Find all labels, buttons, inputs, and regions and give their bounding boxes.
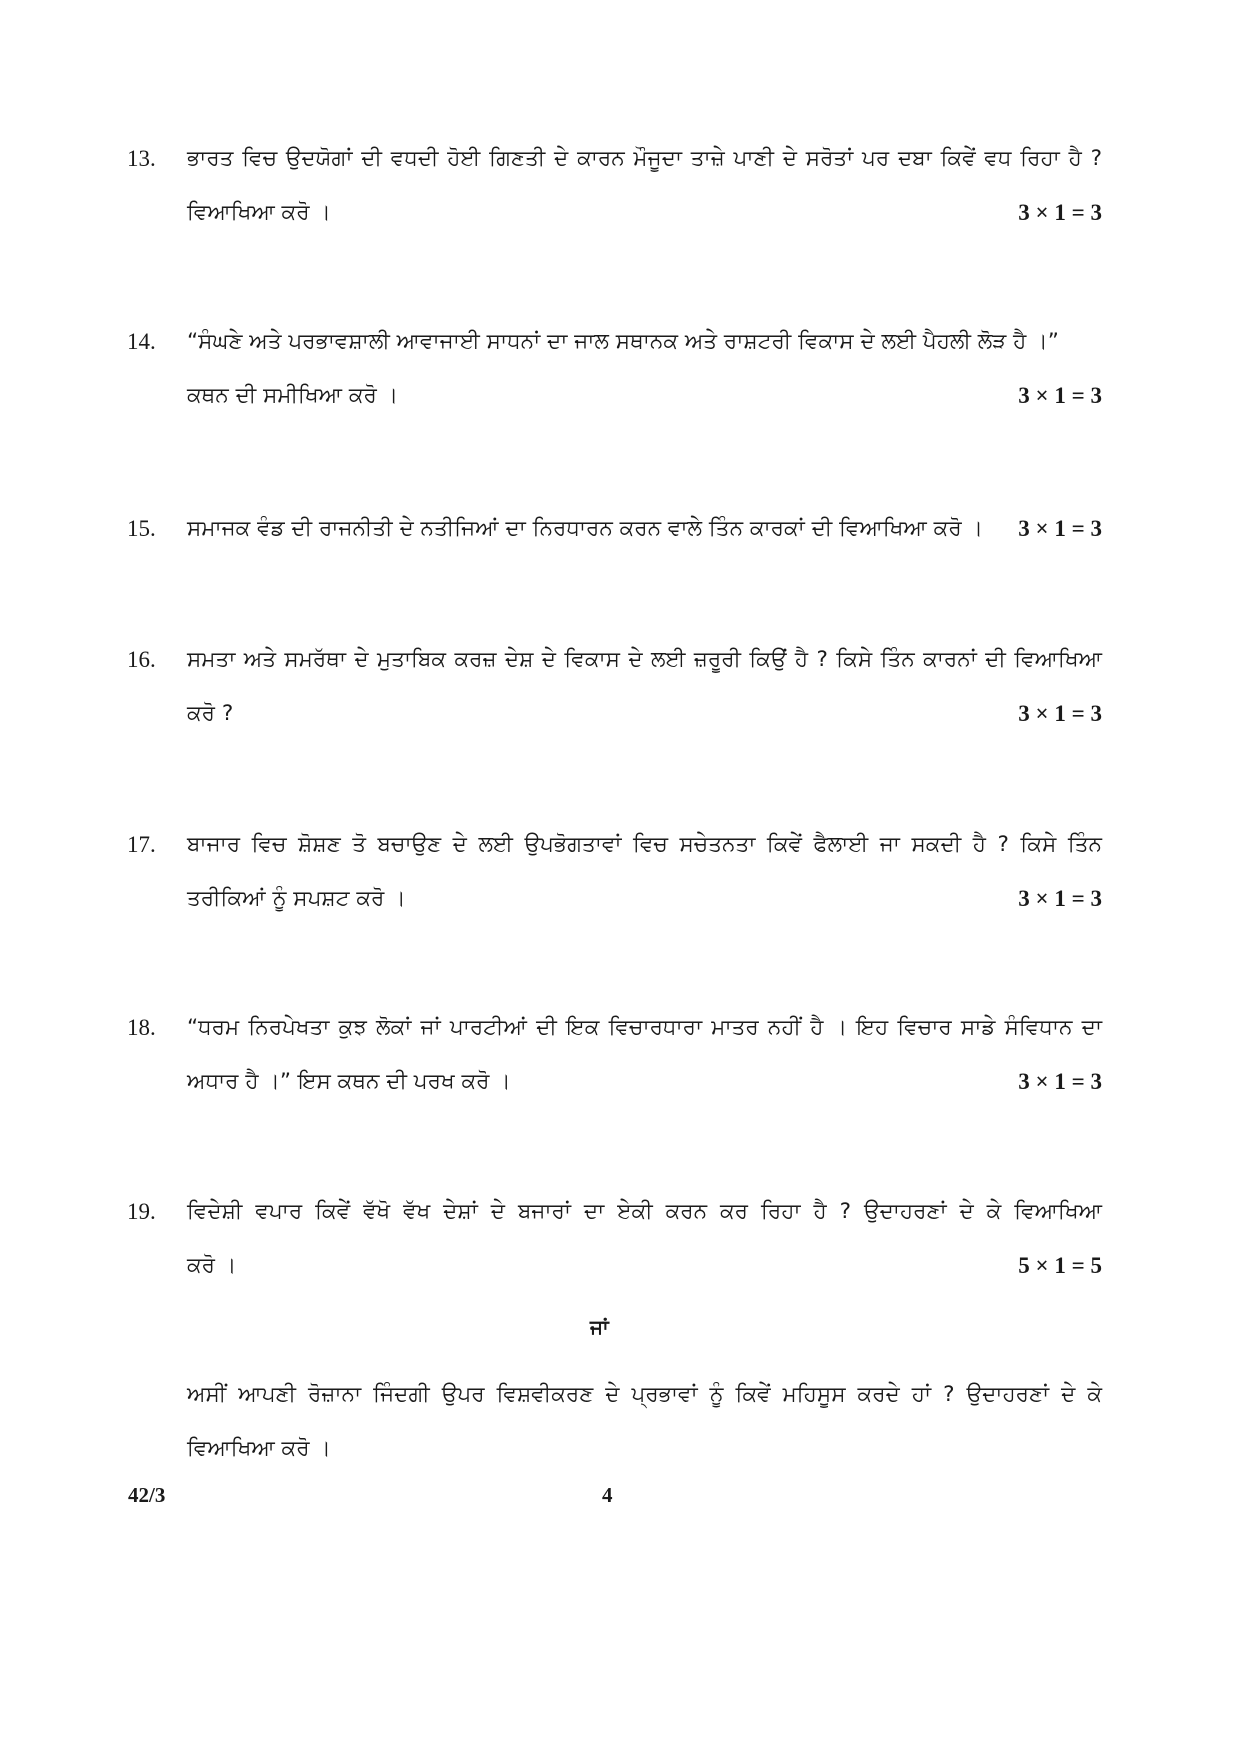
question-text-line-1: ਵਿਦੇਸ਼ੀ ਵਪਾਰ ਕਿਵੇਂ ਵੱਖੋ ਵੱਖ ਦੇਸ਼ਾਂ ਦੇ ਬਜਾਰਾਂ ਦਾ ਏਕੀ ਕਰਨ ਕਰ ਰਿਹਾ ਹੈ ? ਉਦਾਹਰਣਾਂ ਦੇ ਕੇ ਵਿਆਖਿਆ bbox=[187, 1199, 1102, 1224]
question-number: 15. bbox=[127, 516, 156, 541]
question-number: 13. bbox=[127, 146, 156, 171]
page-number: 4 bbox=[602, 1483, 613, 1507]
question-text-line-2: ਅਧਾਰ ਹੈ ।” ਇਸ ਕਥਨ ਦੀ ਪਰਖ ਕਰੋ । bbox=[187, 1069, 511, 1094]
question-text-line-1: “ਧਰਮ ਨਿਰਪੇਖਤਾ ਕੁਝ ਲੋਕਾਂ ਜਾਂ ਪਾਰਟੀਆਂ ਦੀ ਇਕ ਵਿਚਾਰਧਾਰਾ ਮਾਤਰ ਨਹੀਂ ਹੈ । ਇਹ ਵਿਚਾਰ ਸਾਡੇ ਸੰਵਿਧਾਨ ਦਾ bbox=[187, 1015, 1102, 1040]
marks: 3 × 1 = 3 bbox=[1018, 701, 1102, 726]
question-number: 19. bbox=[127, 1199, 156, 1224]
question-text-line-1: ਅਸੀਂ ਆਪਣੀ ਰੋਜ਼ਾਨਾ ਜਿੰਦਗੀ ਉਪਰ ਵਿਸ਼ਵੀਕਰਣ ਦੇ ਪ੍ਰਭਾਵਾਂ ਨੂੰ ਕਿਵੇਂ ਮਹਿਸੂਸ ਕਰਦੇ ਹਾਂ ? ਉਦਾਹਰਣਾਂ ਦੇ ਕੇ bbox=[187, 1382, 1102, 1407]
marks: 5 × 1 = 5 bbox=[1018, 1253, 1102, 1278]
question-text-line-2: ਵਿਆਖਿਆ ਕਰੋ । bbox=[187, 1436, 331, 1461]
marks: 3 × 1 = 3 bbox=[1018, 1069, 1102, 1094]
question-text-line-1: ਬਾਜਾਰ ਵਿਚ ਸ਼ੋਸ਼ਣ ਤੋ ਬਚਾਉਣ ਦੇ ਲਈ ਉਪਭੋਗਤਾਵਾਂ ਵਿਚ ਸਚੇਤਨਤਾ ਕਿਵੇਂ ਫੈਲਾਈ ਜਾ ਸਕਦੀ ਹੈ ? ਕਿਸੇ ਤਿੰਨ bbox=[187, 832, 1102, 857]
question-text-line-2: ਵਿਆਖਿਆ ਕਰੋ । bbox=[187, 200, 331, 225]
question-text-line-1: ਸਮਾਜਕ ਵੰਡ ਦੀ ਰਾਜਨੀਤੀ ਦੇ ਨਤੀਜਿਆਂ ਦਾ ਨਿਰਧਾਰਨ ਕਰਨ ਵਾਲੇ ਤਿੰਨ ਕਾਰਕਾਂ ਦੀ ਵਿਆਖਿਆ ਕਰੋ । bbox=[187, 516, 983, 541]
question-number: 14. bbox=[127, 329, 156, 354]
paper-code: 42/3 bbox=[128, 1483, 166, 1507]
or-separator: ਜਾਂ bbox=[590, 1315, 609, 1339]
marks: 3 × 1 = 3 bbox=[1018, 886, 1102, 911]
question-number: 17. bbox=[127, 832, 156, 857]
question-text-line-2: ਤਰੀਕਿਆਂ ਨੂੰ ਸਪਸ਼ਟ ਕਰੋ । bbox=[187, 886, 406, 911]
question-text-line-2: ਕਰੋ ? bbox=[187, 701, 234, 726]
question-text-line-1: “ਸੰਘਣੇ ਅਤੇ ਪਰਭਾਵਸ਼ਾਲੀ ਆਵਾਜਾਈ ਸਾਧਨਾਂ ਦਾ ਜਾਲ ਸਥਾਨਕ ਅਤੇ ਰਾਸ਼ਟਰੀ ਵਿਕਾਸ ਦੇ ਲਈ ਪੈਹਲੀ ਲੋੜ ਹੈ ।” bbox=[187, 329, 1059, 354]
question-text-line-1: ਸਮਤਾ ਅਤੇ ਸਮਰੱਥਾ ਦੇ ਮੁਤਾਬਿਕ ਕਰਜ਼ ਦੇਸ਼ ਦੇ ਵਿਕਾਸ ਦੇ ਲਈ ਜ਼ਰੂਰੀ ਕਿਉਂ ਹੈ ? ਕਿਸੇ ਤਿੰਨ ਕਾਰਨਾਂ ਦੀ ਵਿਆਖਿਆ bbox=[187, 647, 1102, 672]
marks: 3 × 1 = 3 bbox=[1018, 516, 1102, 541]
marks: 3 × 1 = 3 bbox=[1018, 383, 1102, 408]
question-number: 18. bbox=[127, 1015, 156, 1040]
question-text-line-2: ਕਰੋ । bbox=[187, 1253, 237, 1278]
question-number: 16. bbox=[127, 647, 156, 672]
question-text-line-1: ਭਾਰਤ ਵਿਚ ਉਦਯੋਗਾਂ ਦੀ ਵਧਦੀ ਹੋਈ ਗਿਣਤੀ ਦੇ ਕਾਰਨ ਮੌਜੂਦਾ ਤਾਜ਼ੇ ਪਾਣੀ ਦੇ ਸਰੋਤਾਂ ਪਰ ਦਬਾ ਕਿਵੇਂ ਵਧ ਰਿਹਾ ਹੈ ? bbox=[187, 146, 1102, 171]
question-text-line-2: ਕਥਨ ਦੀ ਸਮੀਖਿਆ ਕਰੋ । bbox=[187, 383, 399, 408]
marks: 3 × 1 = 3 bbox=[1018, 200, 1102, 225]
